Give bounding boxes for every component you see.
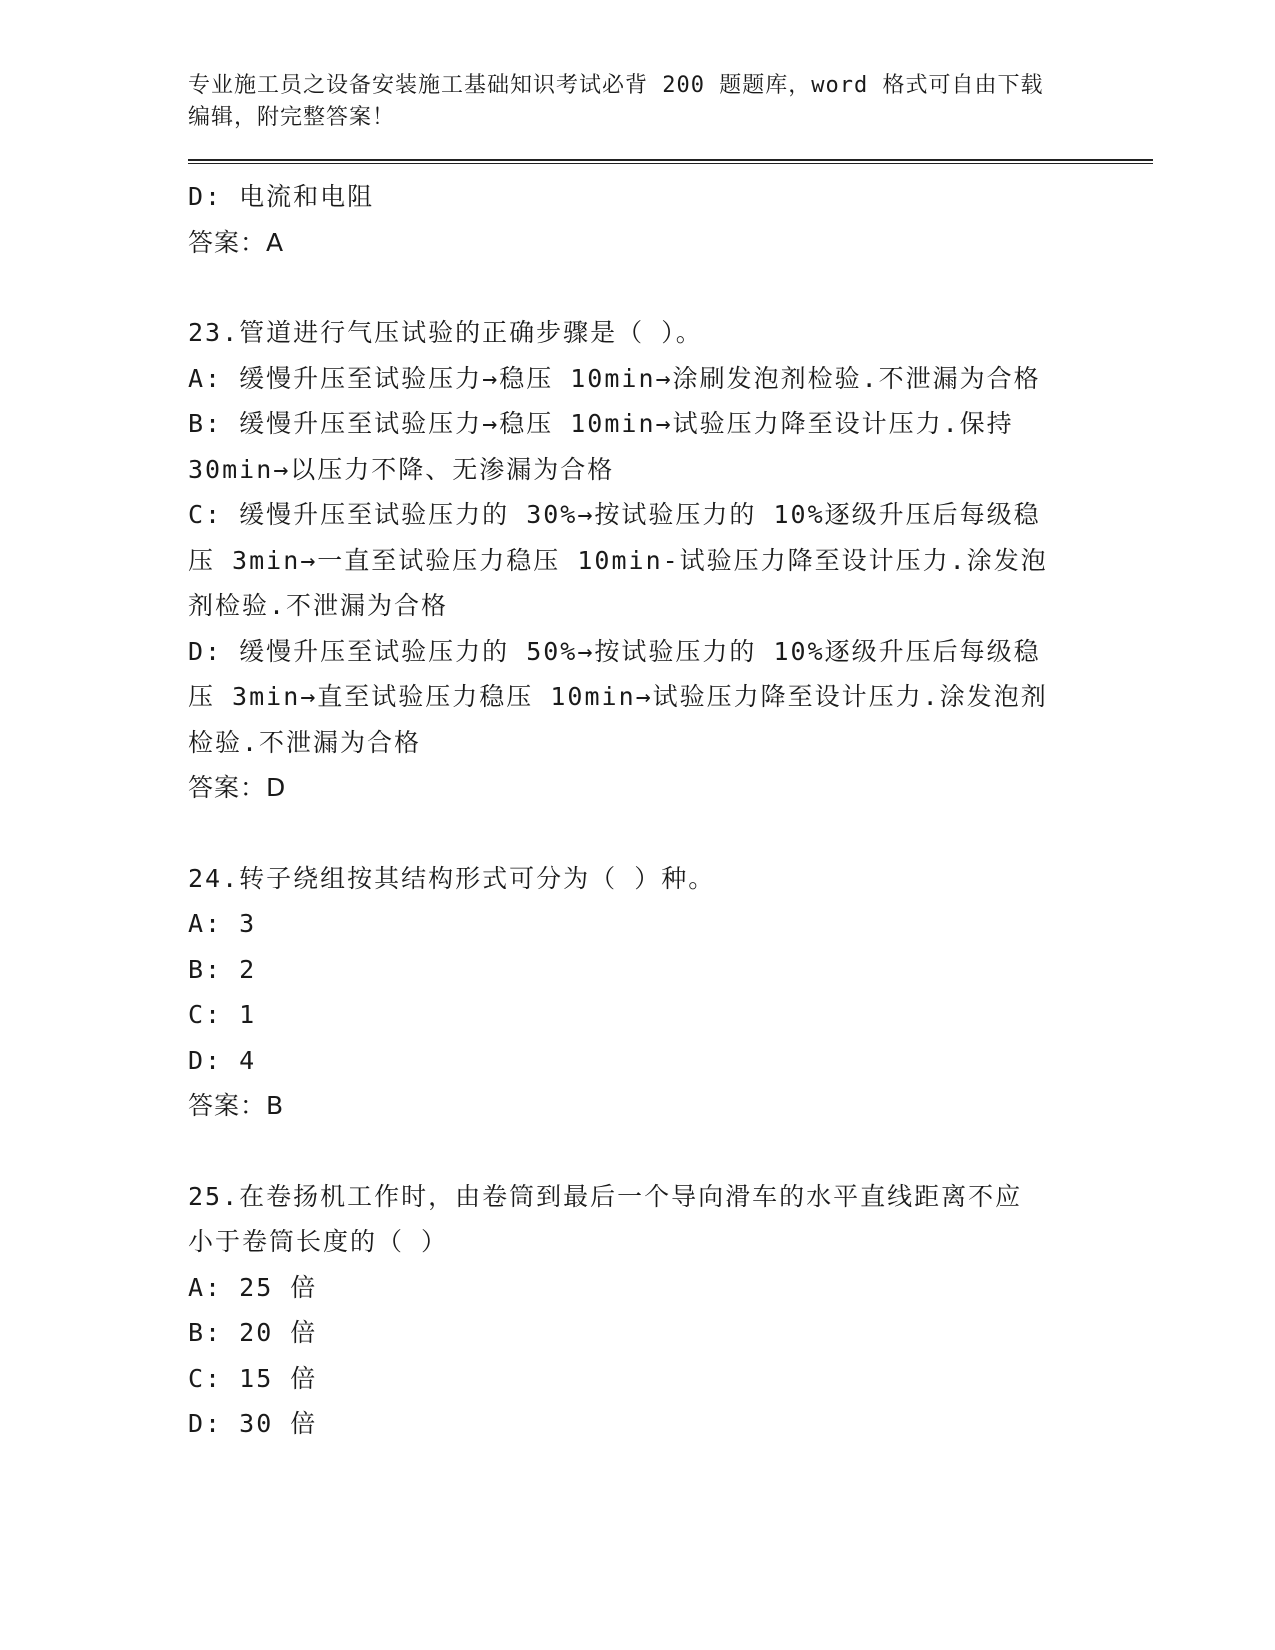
- question-25-stem-line-2: 小于卷筒长度的（ ）: [188, 1227, 449, 1256]
- question-23-option-c-line-1: C: 缓慢升压至试验压力的 30%→按试验压力的 10%逐级升压后每级稳: [188, 500, 1041, 529]
- question-23-option-b-line-1: B: 缓慢升压至试验压力→稳压 10min→试验压力降至设计压力.保持: [188, 409, 1014, 438]
- question-24-stem: 24.转子绕组按其结构形式可分为（ ）种。: [188, 863, 716, 893]
- question-24-answer: 答案：B: [188, 1091, 285, 1120]
- question-23-stem: 23.管道进行气压试验的正确步骤是（ ）。: [188, 318, 703, 347]
- question-23-option-a: A: 缓慢升压至试验压力→稳压 10min→涂刷发泡剂检验.不泄漏为合格: [188, 363, 1041, 393]
- question-25-option-b: B: 20 倍: [188, 1318, 318, 1347]
- question-24-option-a: A: 3: [188, 909, 257, 938]
- question-24-option-d: D: 4: [188, 1045, 257, 1075]
- question-23-answer: 答案：D: [188, 773, 287, 802]
- question-23: [188, 310, 1148, 811]
- question-23-option-b-line-2: 30min→以压力不降、无渗漏为合格: [188, 454, 615, 484]
- document-body: [188, 174, 1148, 1447]
- question-23-option-d-line-1: D: 缓慢升压至试验压力的 50%→按试验压力的 10%逐级升压后每级稳: [188, 636, 1041, 666]
- question-24-option-b: B: 2: [188, 954, 257, 984]
- question-25-option-c: C: 15 倍: [188, 1363, 318, 1393]
- document-page: [188, 70, 1148, 1447]
- question-25-option-a: A: 25 倍: [188, 1272, 318, 1302]
- header-line-2: 编辑，附完整答案！: [188, 105, 396, 130]
- question-23-option-c-line-2: 压 3min→一直至试验压力稳压 10min-试验压力降至设计压力.涂发泡: [188, 545, 1048, 575]
- prev-answer: 答案：A: [188, 227, 285, 257]
- header-divider: [188, 159, 1153, 164]
- question-23-option-d-line-2: 压 3min→直至试验压力稳压 10min→试验压力降至设计压力.涂发泡剂: [188, 682, 1048, 711]
- question-24-option-c: C: 1: [188, 1000, 257, 1029]
- question-24: [188, 856, 1148, 1129]
- question-23-option-c-line-3: 剂检验.不泄漏为合格: [188, 591, 449, 620]
- question-25-option-d: D: 30 倍: [188, 1409, 318, 1438]
- header-line-1: 专业施工员之设备安装施工基础知识考试必背 200 题题库，word 格式可自由下载: [188, 73, 1044, 98]
- question-25-stem-line-1: 25.在卷扬机工作时，由卷筒到最后一个导向滑车的水平直线距离不应: [188, 1181, 1023, 1211]
- question-25: [188, 1174, 1148, 1447]
- question-23-option-d-line-3: 检验.不泄漏为合格: [188, 727, 422, 757]
- document-header: [188, 70, 1068, 134]
- prev-option-d: D: 电流和电阻: [188, 182, 375, 211]
